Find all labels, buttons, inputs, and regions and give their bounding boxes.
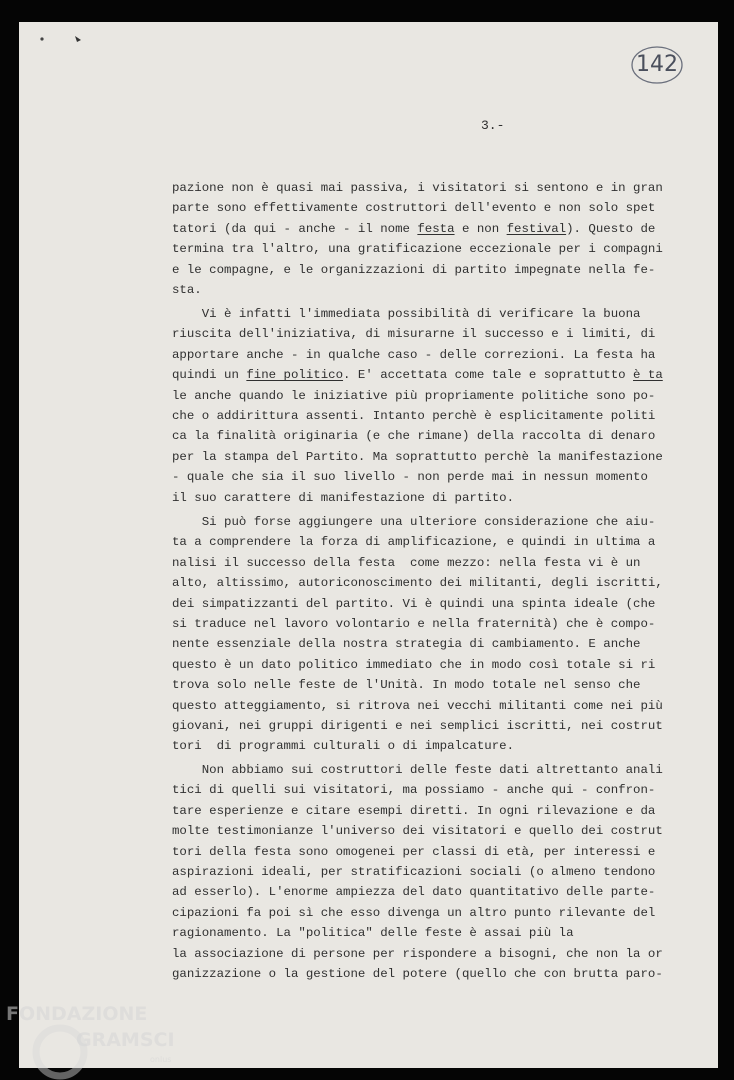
text-line <box>172 964 663 984</box>
text-run: - quale che sia il suo livello - non perde mai in nessun momento <box>172 470 648 485</box>
text-run: questo è un dato politico immediato che in modo così totale si ri <box>172 657 656 672</box>
text-run: nente essenziale della nostra strategia di cambiamento. E anche <box>172 637 641 652</box>
text-run: tare esperienze e citare esempi diretti. In ogni rilevazione e da <box>172 803 656 818</box>
underlined-text: festival <box>506 221 567 236</box>
text-run: . E' accettata come tale e soprattutto <box>343 368 634 383</box>
text-run: apportare anche - in qualche caso - delle correzioni. La festa ha <box>172 347 656 362</box>
watermark-line1: FONDAZIONE <box>6 1003 148 1025</box>
text-run: pazione non è quasi mai passiva, i visitatori si sentono e in gran <box>172 181 663 195</box>
corner-marks <box>39 34 99 46</box>
text-line <box>172 614 656 634</box>
text-line <box>172 780 656 800</box>
text-run: per la stampa del Partito. Ma soprattutto perchè la manifestazione <box>172 449 663 464</box>
text-line <box>172 944 663 964</box>
text-run: che o addirittura assenti. Intanto perchè è esplicitamente politi <box>172 409 656 424</box>
text-line <box>172 198 656 218</box>
text-run: ta a comprendere la forza di amplificazione, e quindi in ultima a <box>172 535 656 550</box>
text-run: cipazioni fa poi sì che esso divenga un altro punto rilevante del <box>172 905 656 920</box>
text-run: si traduce nel lavoro volontario e nella fraternità) che è compo- <box>172 617 656 632</box>
text-run: Vi è infatti l'immediata possibilità di verificare la buona <box>172 307 641 321</box>
paragraph-1 <box>172 178 663 300</box>
text-run: la associazione di persone per rispondere a bisogni, che non la or <box>172 946 663 961</box>
text-line <box>172 821 663 841</box>
fondazione-gramsci-watermark <box>4 1000 204 1080</box>
text-run: tori di programmi culturali o di impalcature. <box>172 739 515 754</box>
watermark-suffix: onlus <box>150 1055 172 1064</box>
text-line <box>172 219 656 239</box>
text-run: nalisi il successo della festa come mezzo: nella festa vi è un <box>172 555 641 570</box>
text-line <box>172 304 641 324</box>
text-run: il suo carattere di manifestazione di partito. <box>172 490 515 505</box>
text-line <box>172 882 656 902</box>
underlined-text: fine politico <box>246 368 344 383</box>
text-run: tatori (da qui - anche - il nome <box>172 221 418 236</box>
underlined-text: festa <box>417 221 455 236</box>
text-line <box>172 634 641 654</box>
text-line <box>172 842 656 862</box>
text-line <box>172 467 648 487</box>
text-run: termina tra l'altro, una gratificazione eccezionale per i compagni <box>172 242 663 257</box>
text-line <box>172 345 656 365</box>
text-line <box>172 260 656 280</box>
text-run: ca la finalità originaria (e che rimane) della raccolta di denaro <box>172 429 656 444</box>
text-line <box>172 280 618 300</box>
text-run: molte testimonianze l'universo dei visitatori e quello dei costrut <box>172 824 663 839</box>
text-line <box>172 696 663 716</box>
text-run: giovani, nei gruppi dirigenti e nei semplici iscritti, nei costrut <box>172 719 663 734</box>
text-line <box>172 903 656 923</box>
text-run: ragionamento. La "politica" delle feste è assai più la <box>172 926 574 941</box>
text-run: ad esserlo). L'enorme ampiezza del dato quantitativo delle parte- <box>172 885 656 900</box>
text-line <box>172 239 663 259</box>
watermark-line2: GRAMSCI <box>76 1029 175 1051</box>
text-run: quindi un <box>172 368 247 383</box>
text-line <box>172 406 656 426</box>
text-line <box>172 594 656 614</box>
text-line <box>172 426 656 446</box>
text-run: Non abbiamo sui costruttori delle feste dati altrettanto anali <box>172 763 663 777</box>
text-line <box>172 736 618 756</box>
text-run: tici di quelli sui visitatori, ma possiamo - anche qui - confron- <box>172 783 656 798</box>
text-line <box>172 655 656 675</box>
text-run: riuscita dell'iniziativa, di misurarne il successo e i limiti, di <box>172 327 656 342</box>
text-line <box>172 675 641 695</box>
text-run: aspirazioni ideali, per stratificazioni sociali (o almeno tendono <box>172 865 656 880</box>
page-number: 3.- <box>481 118 505 133</box>
text-run: ganizzazione o la gestione del potere (quello che con brutta paro- <box>172 967 663 982</box>
text-line <box>172 532 656 552</box>
text-line <box>172 760 663 780</box>
text-line <box>172 716 663 736</box>
document-page <box>19 22 718 1068</box>
text-run: e non <box>454 221 507 236</box>
paragraph-4 <box>172 760 663 984</box>
paragraph-3 <box>172 512 663 757</box>
text-run: sta. <box>172 283 202 298</box>
text-line <box>172 324 656 344</box>
text-line <box>172 386 656 406</box>
text-line <box>172 365 663 385</box>
text-run: le anche quando le iniziative più propriamente politiche sono po- <box>172 388 656 403</box>
paragraph-2 <box>172 304 663 508</box>
text-run: questo atteggiamento, si ritrova nei vecchi militanti come nei più <box>172 698 663 713</box>
archival-folio-number: 142 <box>629 44 685 86</box>
text-run: e le compagne, e le organizzazioni di partito impegnate nella fe- <box>172 262 656 277</box>
text-line <box>172 178 663 198</box>
text-line <box>172 512 656 532</box>
text-run: alto, altissimo, autoriconoscimento dei militanti, degli iscritti, <box>172 576 663 591</box>
text-line <box>172 801 656 821</box>
text-line <box>172 923 618 943</box>
text-run: parte sono effettivamente costruttori dell'evento e non solo spet <box>172 201 656 216</box>
text-line <box>172 488 618 508</box>
underlined-text: è ta <box>633 368 663 383</box>
text-line <box>172 573 663 593</box>
text-line <box>172 862 656 882</box>
text-run: ). Questo de <box>566 221 656 236</box>
text-run: Si può forse aggiungere una ulteriore considerazione che aiu- <box>172 515 656 529</box>
text-line <box>172 447 663 467</box>
text-run: trova solo nelle feste de l'Unità. In modo totale nel senso che <box>172 678 641 693</box>
text-run: dei simpatizzanti del partito. Vi è quindi una spinta ideale (che <box>172 596 656 611</box>
text-run: tori della festa sono omogenei per classi di età, per interessi e <box>172 844 656 859</box>
text-line <box>172 553 641 573</box>
